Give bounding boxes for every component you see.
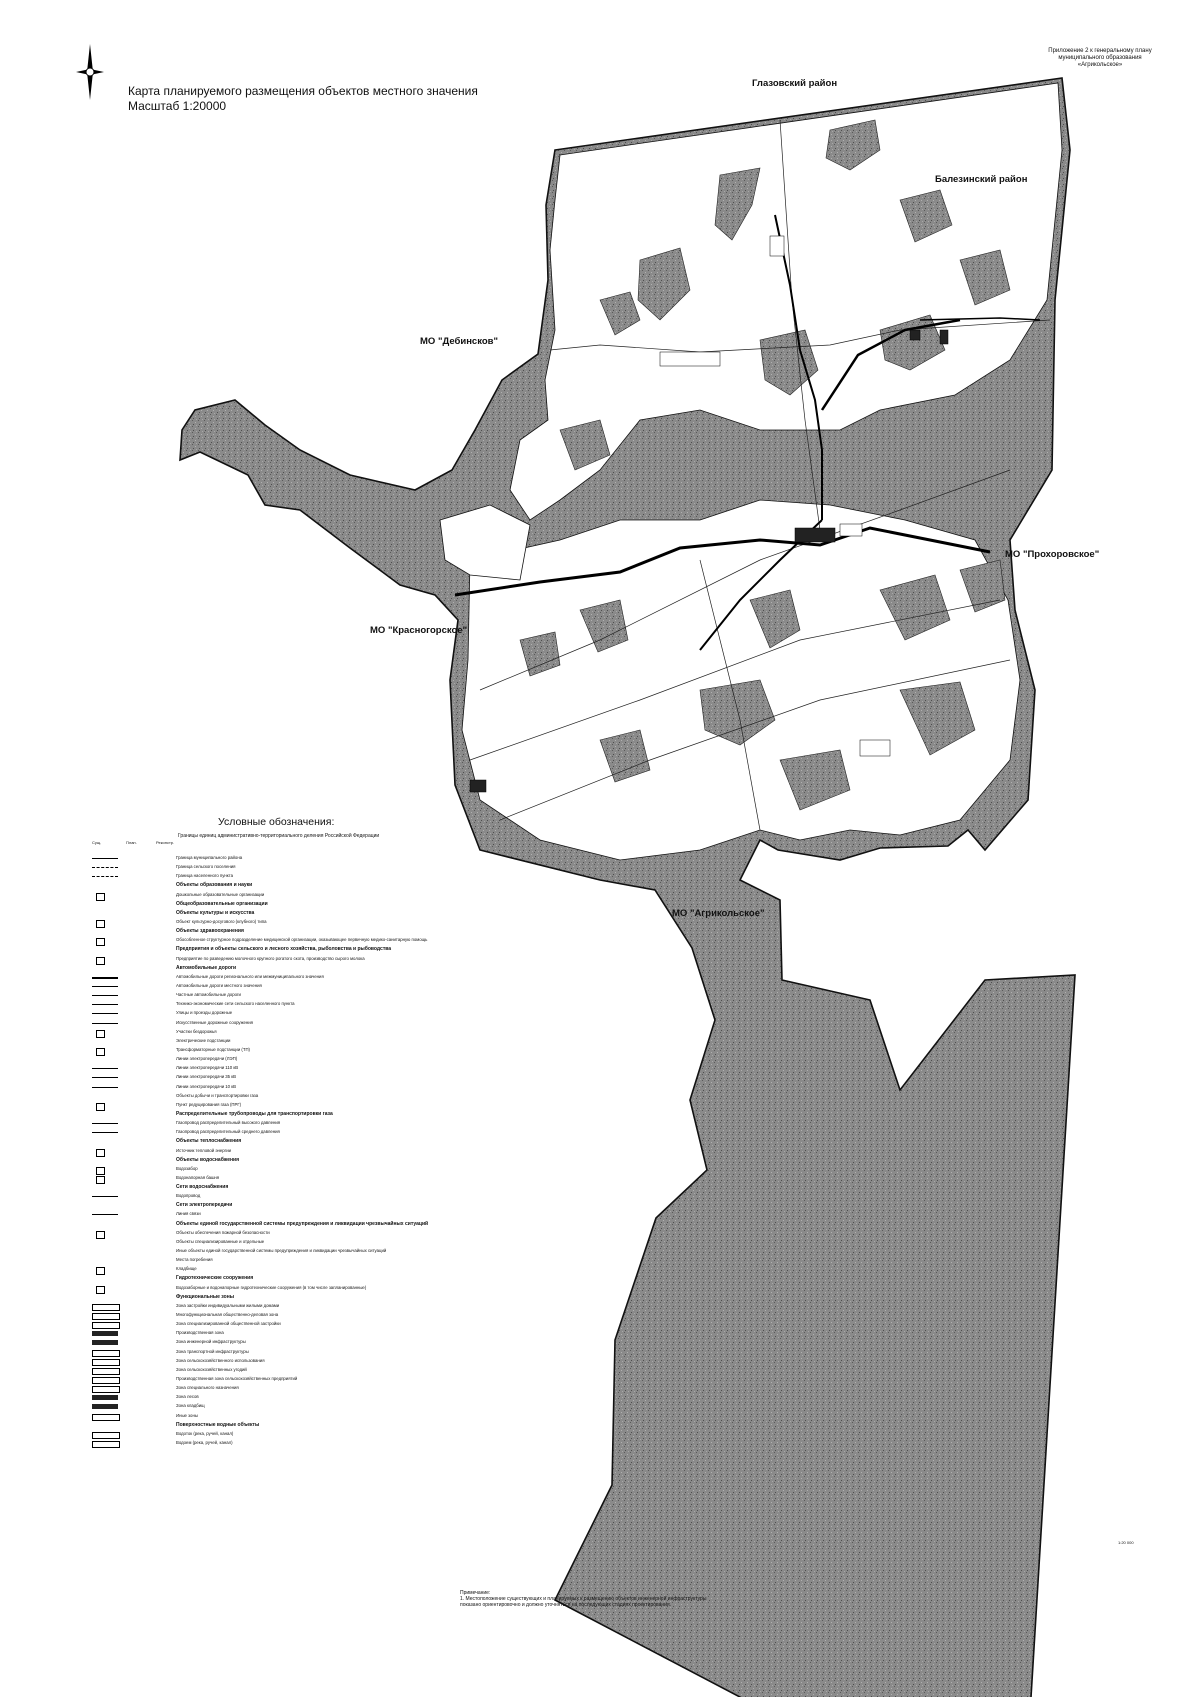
legend-item [90, 1156, 420, 1165]
legend-item [90, 991, 420, 1000]
legend-symbol [92, 1377, 120, 1384]
scale-mark: 1:20 000 [1118, 1540, 1134, 1545]
legend-item-label: Газопровод распределительный среднего давления [176, 1129, 280, 1135]
compass-rose-icon [76, 44, 104, 100]
legend-item [90, 1229, 420, 1238]
legend-item-label: Автомобильные дороги регионального или межмуниципального значения [176, 973, 324, 979]
legend-item-label: Зона сельскохозяйственного использования [176, 1357, 265, 1363]
legend-symbol [92, 1077, 118, 1078]
legend-item [90, 1430, 420, 1439]
legend-item [90, 863, 420, 872]
legend-item [90, 1147, 420, 1156]
legend-symbol [92, 883, 118, 888]
legend-item-label: Предприятия и объекты сельского и лесного хозяйства, рыболовства и рыбоводства [176, 946, 392, 953]
legend-symbol [92, 1276, 118, 1281]
legend-symbol [92, 1203, 118, 1208]
legend-item [90, 1210, 420, 1219]
legend-item-label: Кладбище [176, 1266, 197, 1272]
legend-item-label: Зона инженерной инфраструктуры [176, 1339, 246, 1345]
legend-symbol [92, 1322, 120, 1329]
legend-symbol [92, 1432, 120, 1439]
legend-item-label: Сети водоснабжения [176, 1184, 229, 1191]
legend-item [90, 1311, 420, 1320]
legend-symbol [92, 1023, 118, 1024]
legend-symbol [92, 1313, 120, 1320]
legend-symbol [92, 876, 118, 877]
legend-item [90, 1101, 420, 1110]
legend-item-label: Технико-экономические сети сельского населенного пункта [176, 1001, 295, 1007]
legend-item [90, 1055, 420, 1064]
legend-item-label: Линии электропередачи 35 кВ [176, 1074, 237, 1080]
legend-item [90, 1046, 420, 1055]
legend-item [90, 1073, 420, 1082]
legend-symbol [92, 966, 118, 971]
legend-item [90, 973, 420, 982]
legend-item [90, 1137, 420, 1146]
legend-item-label: Газопровод распределительный высокого давления [176, 1120, 281, 1126]
legend-item-label: Участки бездорожья [176, 1028, 217, 1034]
legend-col-planned: План. [126, 840, 137, 845]
neighbor-label-agrikolskoe: МО "Агрикольское" [672, 908, 765, 919]
legend-item [90, 1092, 420, 1101]
legend-item-label: Объекты водоснабжения [176, 1156, 239, 1163]
legend-item [90, 1119, 420, 1128]
legend-symbol [92, 1087, 118, 1088]
legend-symbol [92, 1295, 118, 1300]
legend-item-label: Объекты образования и науки [176, 882, 253, 889]
legend-symbol [92, 1350, 120, 1357]
legend-item-label: Граница населенного пункта [176, 873, 234, 879]
legend-item [90, 1083, 420, 1092]
legend-item-label: Линии электропередачи 110 кВ [176, 1065, 239, 1071]
legend-item-label: Электрические подстанции [176, 1037, 231, 1043]
legend-item [90, 1174, 420, 1183]
legend-item [90, 955, 420, 964]
legend-item [90, 1348, 420, 1357]
legend-item [90, 1128, 420, 1137]
legend-item [90, 1238, 420, 1247]
legend-item [90, 1019, 420, 1028]
legend-symbol [92, 911, 118, 916]
legend-item-label: Объекты добычи и транспортировки газа [176, 1092, 259, 1098]
legend-symbol [92, 1196, 118, 1197]
legend-item [90, 909, 420, 918]
legend-item-label: Предприятие по разведению молочного крупного рогатого скота, производство сырого молока [176, 955, 365, 961]
legend-item-label: Производственная зона [176, 1330, 224, 1336]
legend-symbol [92, 1258, 118, 1263]
legend-item [90, 1439, 420, 1448]
legend-item [90, 1000, 420, 1009]
legend-item-label: Граница муниципального района [176, 855, 243, 860]
legend-symbol [92, 1068, 118, 1069]
legend-symbol [92, 995, 118, 996]
legend-item [90, 1247, 420, 1256]
note [460, 1590, 720, 1608]
legend-item-label: Дошкольные образовательные организации [176, 891, 265, 897]
legend-item [90, 1110, 420, 1119]
legend-item-label: Граница сельского поселения [176, 864, 236, 870]
legend-item [90, 1274, 420, 1283]
legend-item-label: Улицы и проезды дорожные [176, 1010, 233, 1016]
map-title: Карта планируемого размещения объектов местного значения [128, 84, 478, 98]
legend-item [90, 1366, 420, 1375]
neighbor-label-debinskoe: МО "Дебинсков" [420, 336, 498, 347]
legend-symbol [92, 1331, 118, 1336]
legend-symbol [92, 1094, 118, 1099]
legend-symbol [92, 1386, 120, 1393]
field-center [462, 500, 1020, 860]
legend-item-label: Частные автомобильные дороги [176, 992, 241, 998]
legend-symbol [92, 1057, 118, 1062]
legend-item-label: Водозаборные и водонапорные гидротехнические сооружения (в том числе запланированные) [176, 1284, 367, 1290]
neighbor-label-glazov: Глазовский район [752, 78, 838, 89]
legend-item [90, 1393, 420, 1402]
legend-item-label: Пункт редуцирования газа (ПРГ) [176, 1101, 242, 1107]
legend-item-label: Объекты теплоснабжения [176, 1138, 242, 1145]
legend-symbol [92, 867, 118, 868]
legend-item-label: Водопровод [176, 1193, 201, 1199]
legend-item-label: Автомобильные дороги местного значения [176, 982, 262, 988]
legend-item [90, 1037, 420, 1046]
legend-item [90, 1338, 420, 1347]
legend-item [90, 1302, 420, 1311]
legend-symbol [92, 1359, 120, 1366]
legend-item [90, 872, 420, 881]
legend-symbol [92, 1112, 118, 1117]
legend-item [90, 936, 428, 945]
legend-symbol [92, 1214, 118, 1215]
legend-item-label: Зона сельскохозяйственных угодий [176, 1366, 247, 1372]
legend-item-label: Иные зоны [176, 1412, 198, 1418]
legend-symbol [92, 1004, 118, 1005]
legend-symbol [92, 902, 118, 907]
legend-symbol [92, 1441, 120, 1448]
legend-item [90, 1421, 420, 1430]
legend-item-label: Объекты культуры и искусства [176, 909, 255, 916]
neighbor-label-prokhorovskoe: МО "Прохоровское" [1005, 549, 1100, 560]
legend-symbol [92, 1222, 118, 1227]
legend-item-label: Водонапорная башня [176, 1174, 220, 1180]
legend-symbol [92, 1404, 118, 1409]
legend-item [90, 927, 420, 936]
note-text: 1. Местоположение существующих и планируемых к размещению объектов инженерной инфраструктуры показано ориентировочно и должно уточняться на последующих стадиях проектирования. [460, 1596, 707, 1608]
legend-item-label: Поверхностные водные объекты [176, 1421, 260, 1428]
legend-item [90, 1357, 420, 1366]
legend-item-label: Общеобразовательные организации [176, 900, 268, 907]
legend-symbol [92, 1139, 118, 1144]
legend-items [90, 854, 429, 1448]
legend-symbol [92, 947, 118, 952]
legend-item-label: Иные объекты единой государственной системы предупреждения и ликвидации чрезвычайных ситуаций [176, 1248, 387, 1254]
legend-item-label: Многофункциональная общественно-деловая зона [176, 1312, 279, 1318]
legend-item-label: Распределительные трубопроводы для транспортировки газа [176, 1110, 333, 1117]
legend-item-label: Объекты единой государственной системы предупреждения и ликвидации чрезвычайных ситуаций [176, 1220, 429, 1227]
legend-item [90, 1375, 420, 1384]
legend-symbol [92, 1185, 118, 1190]
legend-item-label: Зона транспортной инфраструктуры [176, 1348, 249, 1354]
legend-symbol [92, 1340, 118, 1345]
legend-symbol [92, 929, 118, 934]
map-title-block [128, 84, 478, 114]
legend-item [90, 1183, 420, 1192]
legend-item-label: Линии электропередачи (ЛЭП) [176, 1056, 238, 1062]
legend-item [90, 1256, 420, 1265]
legend-item-label: Линии электропередачи 10 кВ [176, 1083, 237, 1089]
legend-item-label: Трансформаторные подстанции (ТП) [176, 1046, 250, 1052]
legend-item-label: Объекты специализированные и отдельные [176, 1238, 265, 1244]
note-heading: Примечание: [460, 1590, 491, 1596]
legend-item-label: Объекты здравоохранения [176, 928, 244, 935]
legend-item-label: Линия связи [176, 1211, 201, 1217]
legend-item-label: Зона специального назначения [176, 1385, 239, 1391]
legend-item-label: Источник тепловой энергии [176, 1147, 232, 1153]
legend-item [90, 1329, 420, 1338]
legend-item [90, 918, 420, 927]
legend-item-label: Объекты обеспечения пожарной безопасности [176, 1229, 270, 1235]
legend-symbol [92, 1304, 120, 1311]
legend-item-label: Гидротехнические сооружения [176, 1275, 254, 1282]
legend-item [90, 1201, 420, 1210]
legend-symbol [92, 858, 118, 859]
neighbor-label-balezino: Балезинский район [935, 174, 1028, 185]
legend-col-existing: Сущ. [92, 840, 102, 845]
legend-item-label: Автомобильные дороги [176, 964, 237, 971]
legend-item-label: Функциональные зоны [176, 1293, 234, 1300]
legend-item [90, 881, 420, 890]
legend-item [90, 1402, 420, 1411]
legend-item-label: Сети электропередачи [176, 1202, 233, 1209]
legend-symbol [92, 1123, 118, 1124]
map-scale: Масштаб 1:20000 [128, 99, 227, 113]
legend-symbol [92, 1395, 118, 1400]
legend-symbol [92, 1039, 118, 1044]
legend-item [90, 1064, 420, 1073]
legend-item-label: Объект культурно-досугового (клубного) типа [176, 918, 267, 924]
legend-symbol [92, 1423, 118, 1428]
legend-symbol [92, 1414, 120, 1421]
legend-item [90, 854, 420, 863]
legend-item [90, 900, 420, 909]
legend-item-label: Зона специализированной общественной застройки [176, 1321, 281, 1327]
legend-item [90, 1165, 420, 1174]
legend-item-label: Производственная зона сельскохозяйственных предприятий [176, 1376, 298, 1382]
legend-item-label: Зона застройки индивидуальными жилыми домами [176, 1302, 280, 1308]
legend-col-reconstructed: Реконстр. [156, 840, 175, 845]
legend-item [90, 982, 420, 991]
legend-item-label: Зона лесов [176, 1394, 199, 1400]
legend-item [90, 964, 420, 973]
legend-item-label: Водоток (река, ручей, канал) [176, 1430, 234, 1436]
legend-item-label: Водоем (река, ручей, канал) [176, 1440, 233, 1445]
legend-symbol [92, 1132, 118, 1133]
legend-item [90, 1284, 420, 1293]
legend-item [90, 1412, 420, 1421]
legend-item-label: Места погребения [176, 1257, 213, 1263]
legend-item-label: Обособленное структурное подразделение медицинской организации, оказывающее первичную медико-санитарную помощь [176, 937, 428, 943]
legend-symbol [92, 986, 118, 987]
legend-item-label: Искусственные дорожные сооружения [176, 1019, 253, 1025]
legend-item-label: Водозабор [176, 1165, 198, 1171]
neighbor-label-krasnogorskoe: МО "Красногорское" [370, 625, 468, 636]
legend-symbol [92, 1158, 118, 1163]
legend-item [90, 1265, 420, 1274]
legend-item [90, 891, 420, 900]
legend-item [90, 1320, 420, 1329]
legend-item-label: Зона кладбищ [176, 1403, 205, 1409]
legend-item [90, 1028, 420, 1037]
legend-symbol [92, 1368, 120, 1375]
legend-item [90, 945, 420, 954]
legend-item [90, 1220, 429, 1229]
legend-symbol [92, 1240, 118, 1245]
legend-title: Условные обозначения: [218, 816, 335, 828]
legend-subtitle: Границы единиц административно-территориального деления Российской Федерации [178, 833, 380, 839]
legend-symbol [92, 1013, 118, 1014]
legend-item [90, 1384, 420, 1393]
legend-symbol [92, 1249, 118, 1254]
appendix-note: Приложение 2 к генеральному плану муниципального образования «Агрикольское» [1048, 48, 1152, 68]
legend-symbol [92, 977, 118, 979]
legend-item [90, 1009, 420, 1018]
legend-item [90, 1192, 420, 1201]
legend-item [90, 1293, 420, 1302]
